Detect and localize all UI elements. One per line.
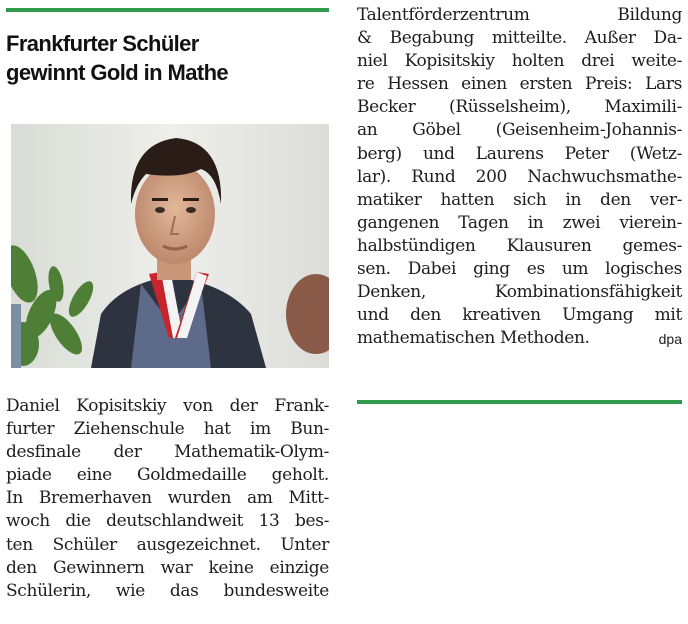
text-line: an Göbel (Geisenheim-Johannis- (357, 120, 682, 141)
text-line: re Hessen einen ersten Preis: Lars (357, 74, 682, 95)
text-line: halbstündigen Klausuren gemes- (357, 235, 682, 256)
left-column (6, 395, 329, 603)
text-line: Talentförderzentrum Bildung (357, 5, 682, 25)
text-line: furter Ziehenschule hat im Bun- (6, 419, 329, 440)
text-line: Schülerin, wie das bundesweite (6, 580, 329, 601)
headline-line: Frankfurter Schüler (6, 31, 199, 56)
headline-line: gewinnt Gold in Mathe (6, 60, 229, 85)
text-line: Denken, Kombinationsfähigkeit (357, 282, 682, 303)
text-line: mathematischen Methoden. (357, 328, 590, 349)
top-rule (6, 8, 329, 12)
text-line: Becker (Rüsselsheim), Maximili- (357, 97, 682, 118)
right-column (357, 4, 682, 351)
text-line: piade eine Goldmedaille geholt. (6, 465, 329, 486)
article-photo (11, 124, 329, 368)
text-line: & Begabung mitteilte. Außer Da- (357, 28, 682, 49)
text-line: matiker hatten sich in den ver- (357, 189, 682, 210)
text-line: lar). Rund 200 Nachwuchsmathe- (357, 166, 682, 187)
text-line: gangenen Tagen in zwei vierein- (357, 212, 682, 233)
text-line: niel Kopisitskiy holten drei weite- (357, 51, 682, 72)
text-line: sen. Dabei ging es um logisches (357, 259, 682, 280)
agency-credit: dpa (658, 331, 682, 348)
bottom-rule (357, 400, 682, 404)
text-line: woch die deutschlandweit 13 bes- (6, 511, 329, 532)
text-line: und den kreativen Umgang mit (357, 305, 682, 326)
text-line: Daniel Kopisitskiy von der Frank- (6, 396, 329, 416)
text-line: den Gewinnern war keine einzige (6, 557, 329, 578)
text-line: berg) und Laurens Peter (Wetz- (357, 143, 682, 164)
text-line: desfinale der Mathematik-Olym- (6, 442, 329, 463)
text-line: ten Schüler ausgezeichnet. Unter (6, 534, 329, 555)
headline (6, 29, 329, 87)
text-line-last (357, 327, 682, 350)
text-line: In Bremerhaven wurden am Mitt- (6, 488, 329, 509)
